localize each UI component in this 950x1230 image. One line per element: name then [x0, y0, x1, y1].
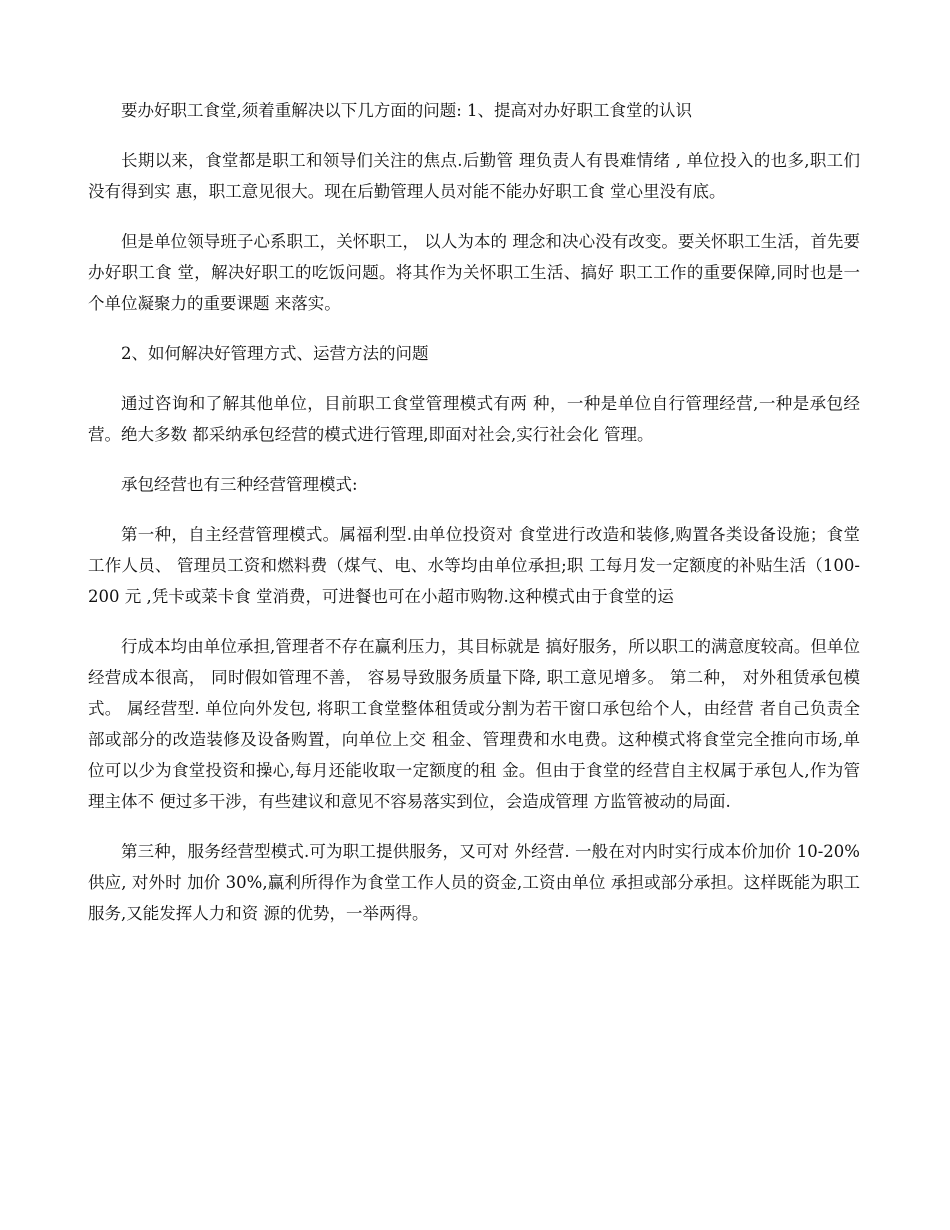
document-body	[88, 95, 860, 948]
paragraph-mode-one: 第一种，自主经营管理模式。属福利型.由单位投资对 食堂进行改造和装修,购置各类设备设施；食堂工作人员、 管理员工资和燃料费（煤气、电、水等均由单位承担;职 工每月发一定额度的补贴生活（100-200 元 ,凭卡或菜卡食 堂消费，可进餐也可在小超市购物.这种模式由于食堂的运	[88, 525, 860, 606]
paragraph-survey: 通过咨询和了解其他单位，目前职工食堂管理模式有两 种，一种是单位自行管理经营,一种是承包经营。绝大多数 都采纳承包经营的模式进行管理,即面对社会,实行社会化 管理。	[88, 394, 860, 444]
paragraph-mode-three: 第三种，服务经营型模式.可为职工提供服务，又可对 外经营. 一般在对内时实行成本价加价 10-20%供应, 对外时 加价 30%,赢利所得作为食堂工作人员的资金,工资由单位 承担或部分承担。这样既能为职工服务,又能发挥人力和资 源的优势，一举两得。	[88, 842, 860, 923]
paragraph-background: 长期以来，食堂都是职工和领导们关注的焦点.后勤管 理负责人有畏难情绪 , 单位投入的也多,职工们没有得到实 惠，职工意见很大。现在后勤管理人员对能不能办好职工食 堂心里没有底。	[88, 151, 860, 201]
section-heading-2: 2、如何解决好管理方式、运营方法的问题	[121, 344, 429, 363]
paragraph-intro: 要办好职工食堂,须着重解决以下几方面的问题: 1、提高对办好职工食堂的认识	[121, 101, 693, 120]
paragraph-three-modes: 承包经营也有三种经营管理模式:	[121, 475, 358, 494]
paragraph-leadership: 但是单位领导班子心系职工，关怀职工， 以人为本的 理念和决心没有改变。要关怀职工生活，首先要办好职工食 堂，解决好职工的吃饭问题。将其作为关怀职工生活、搞好 职工工作的重要保障,同时也是一个单位凝聚力的重要课题 来落实。	[88, 232, 860, 313]
paragraph-mode-two: 行成本均由单位承担,管理者不存在赢利压力，其目标就是 搞好服务，所以职工的满意度较高。但单位经营成本很高， 同时假如管理不善， 容易导致服务质量下降, 职工意见增多。 第二种， 对外租赁承包模式。 属经营型. 单位向外发包, 将职工食堂整体租赁或分割为若干窗口承包给个人，由经营 者自己负责全部或部分的改造装修及设备购置，向单位上交 租金、管理费和水电费。这种模式将食堂完全推向市场,单 位可以少为食堂投资和操心,每月还能收取一定额度的租 金。但由于食堂的经营自主权属于承包人,作为管理主体不 便过多干涉，有些建议和意见不容易落实到位，会造成管理 方监管被动的局面.	[88, 637, 860, 811]
